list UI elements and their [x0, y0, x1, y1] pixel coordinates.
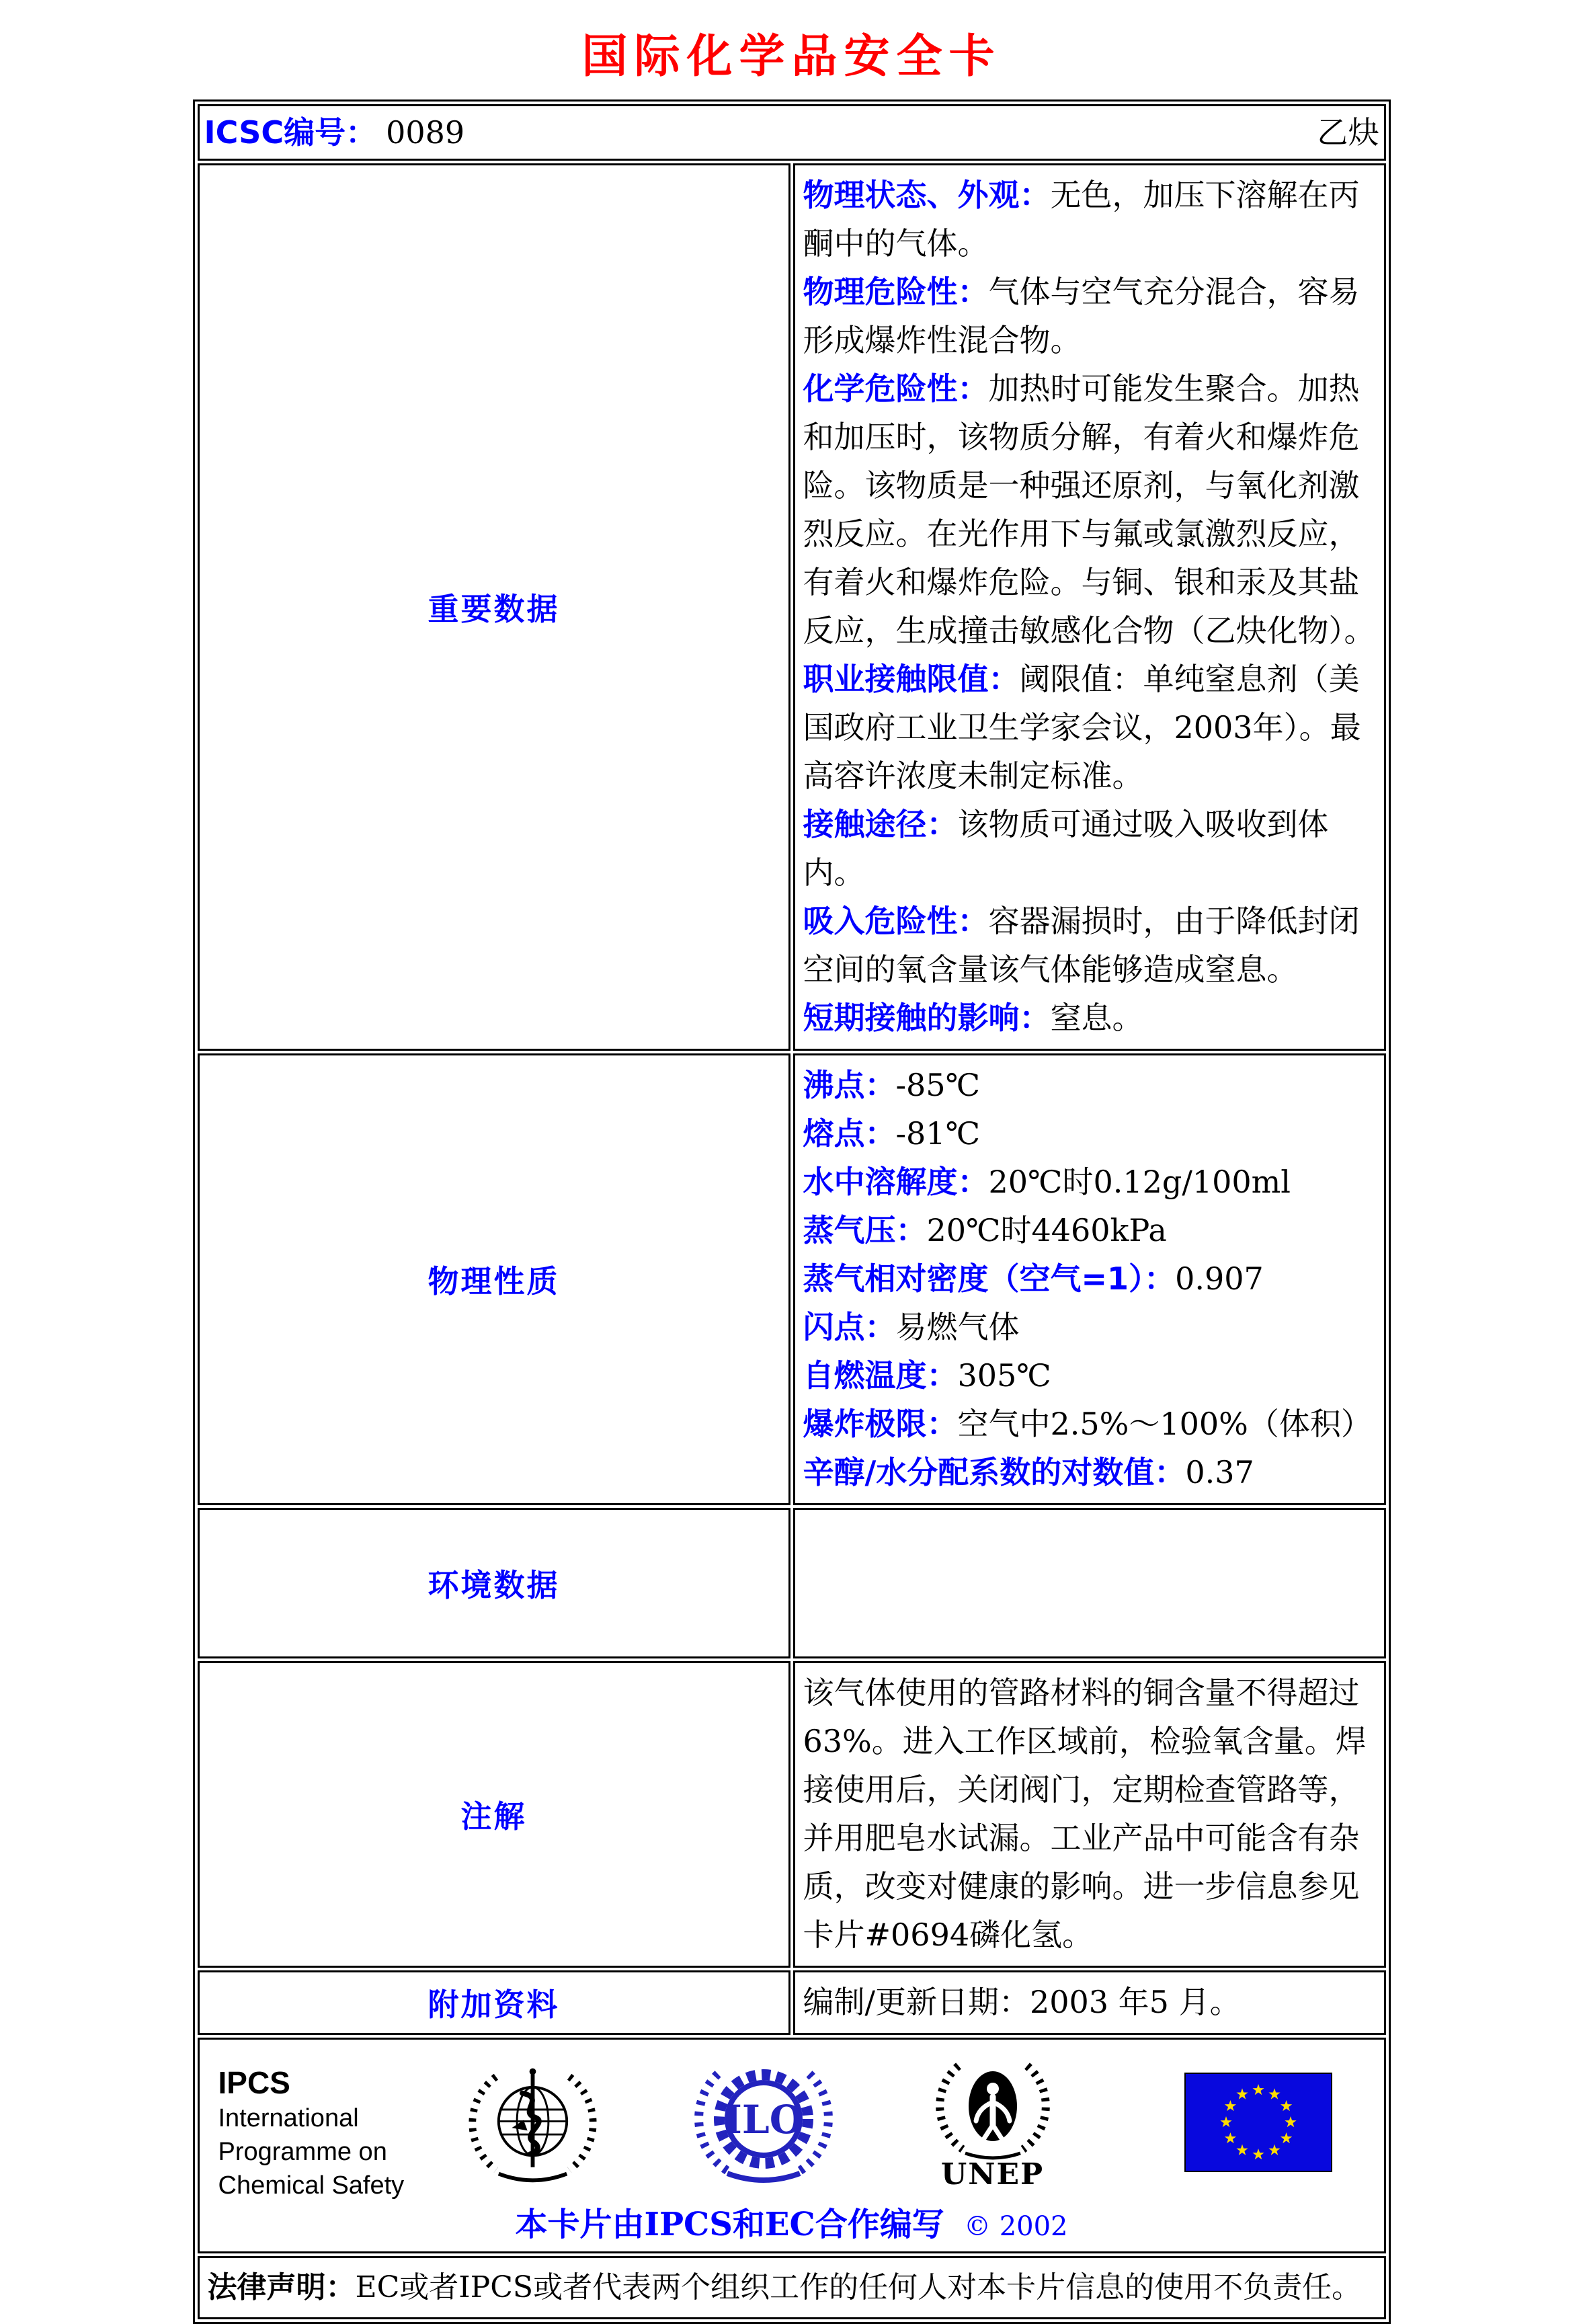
- logos-row: [198, 2038, 1386, 2253]
- entry-water-solubility: 水中溶解度：20℃时0.12g/100ml: [803, 1164, 1291, 1200]
- section-row-environmental-data: [198, 1508, 1386, 1658]
- section-label-environmental-data: 环境数据: [198, 1508, 790, 1658]
- ipcs-line-2: Programme on: [218, 2138, 387, 2166]
- section-content-physical-properties: [793, 1053, 1386, 1505]
- section-label-additional-information: 附加资料: [198, 1970, 790, 2035]
- ilo-logo-icon: [692, 2055, 835, 2190]
- section-label-important-data: 重要数据: [198, 163, 790, 1051]
- entry-notes-text: 该气体使用的管路材料的铜含量不得超过63%。进入工作区域前，检验氧含量。焊接使用后，关闭阀门，定期检查管路等，并用肥皂水试漏。工业产品中可能含有杂质，改变对健康的影响。进一步信息参见卡片#0694磷化氢。: [803, 1675, 1367, 1953]
- section-content-notes: [793, 1661, 1386, 1968]
- section-content-additional-information: 编制/更新日期：2003 年5 月。: [793, 1970, 1386, 2035]
- eu-flag-icon: [1184, 2073, 1332, 2172]
- unep-logo-icon: [936, 2055, 1050, 2161]
- entry-autoignition-temperature: 自燃温度：305℃: [803, 1357, 1051, 1394]
- page-title: 国际化学品安全卡: [581, 30, 1002, 83]
- icsc-number-label: ICSC编号：: [204, 114, 377, 151]
- section-content-environmental-data: [793, 1508, 1386, 1658]
- entry-vapour-pressure: 蒸气压：20℃时4460kPa: [803, 1212, 1167, 1248]
- entry-inhalation-risk: 吸入危险性：容器漏损时，由于降低封闭空间的氧含量该气体能够造成窒息。: [803, 903, 1360, 988]
- chemical-name: 乙炔: [1317, 114, 1379, 151]
- legal-row: [198, 2256, 1386, 2319]
- ipcs-line-3: Chemical Safety: [218, 2171, 405, 2200]
- credit-line: [218, 2198, 1365, 2245]
- copyright-text: © 2002: [963, 2211, 1068, 2242]
- icsc-table: [193, 99, 1391, 2324]
- section-content-important-data: [793, 163, 1386, 1051]
- entry-occupational-exposure-limits: 职业接触限值：阈限值：单纯窒息剂（美国政府工业卫生学家会议，2003年）。最高容许浓度未制定标准。: [803, 661, 1361, 794]
- ipcs-line-1: International: [218, 2104, 359, 2132]
- section-row-notes: [198, 1661, 1386, 1968]
- credit-text: 本卡片由IPCS和EC合作编写: [515, 2206, 944, 2243]
- section-row-physical-properties: [198, 1053, 1386, 1505]
- entry-relative-vapour-density: 蒸气相对密度（空气=1）：0.907: [803, 1260, 1264, 1297]
- entry-short-term-effects: 短期接触的影响：窒息。: [803, 1000, 1143, 1036]
- entry-octanol-water-partition: 辛醇/水分配系数的对数值：0.37: [803, 1454, 1254, 1490]
- legal-notice-text: EC或者IPCS或者代表两个组织工作的任何人对本卡片信息的使用不负责任。: [355, 2270, 1362, 2305]
- unep-logo-block: [922, 2055, 1063, 2190]
- entry-flash-point: 闪点：易燃气体: [803, 1309, 1020, 1345]
- ipcs-text-block: [218, 2064, 440, 2202]
- ipcs-acronym: IPCS: [218, 2065, 290, 2100]
- section-label-physical-properties: 物理性质: [198, 1053, 790, 1505]
- entry-routes-of-exposure: 接触途径：该物质可通过吸入吸收到体内。: [803, 806, 1329, 891]
- section-row-important-data: [198, 163, 1386, 1051]
- header-row: [198, 104, 1386, 161]
- section-label-notes: 注解: [198, 1661, 790, 1968]
- section-row-additional-information: [198, 1970, 1386, 2035]
- who-logo-icon: [467, 2057, 598, 2188]
- entry-melting-point: 熔点：-81℃: [803, 1115, 981, 1152]
- ilo-logo-letters: ILO: [723, 2097, 803, 2142]
- entry-boiling-point: 沸点：-85℃: [803, 1067, 981, 1103]
- entry-physical-state: 物理状态、外观：无色，加压下溶解在丙酮中的气体。: [803, 177, 1360, 262]
- entry-physical-dangers: 物理危险性：气体与空气充分混合，容易形成爆炸性混合物。: [803, 274, 1360, 358]
- unep-logo-caption: UNEP: [940, 2157, 1045, 2192]
- entry-chemical-dangers: 化学危险性：加热时可能发生聚合。加热和加压时，该物质分解，有着火和爆炸危险。该物质是一种强还原剂，与氧化剂激烈反应。在光作用下与氟或氯激烈反应，有着火和爆炸危险。与铜、银和汞及其盐反应，生成撞击敏感化合物（乙炔化物）。: [803, 370, 1375, 649]
- entry-explosive-limits: 爆炸极限：空气中2.5%～100%（体积）: [803, 1406, 1372, 1442]
- legal-notice-label: 法律声明：: [207, 2270, 356, 2305]
- icsc-number-value: 0089: [386, 114, 465, 151]
